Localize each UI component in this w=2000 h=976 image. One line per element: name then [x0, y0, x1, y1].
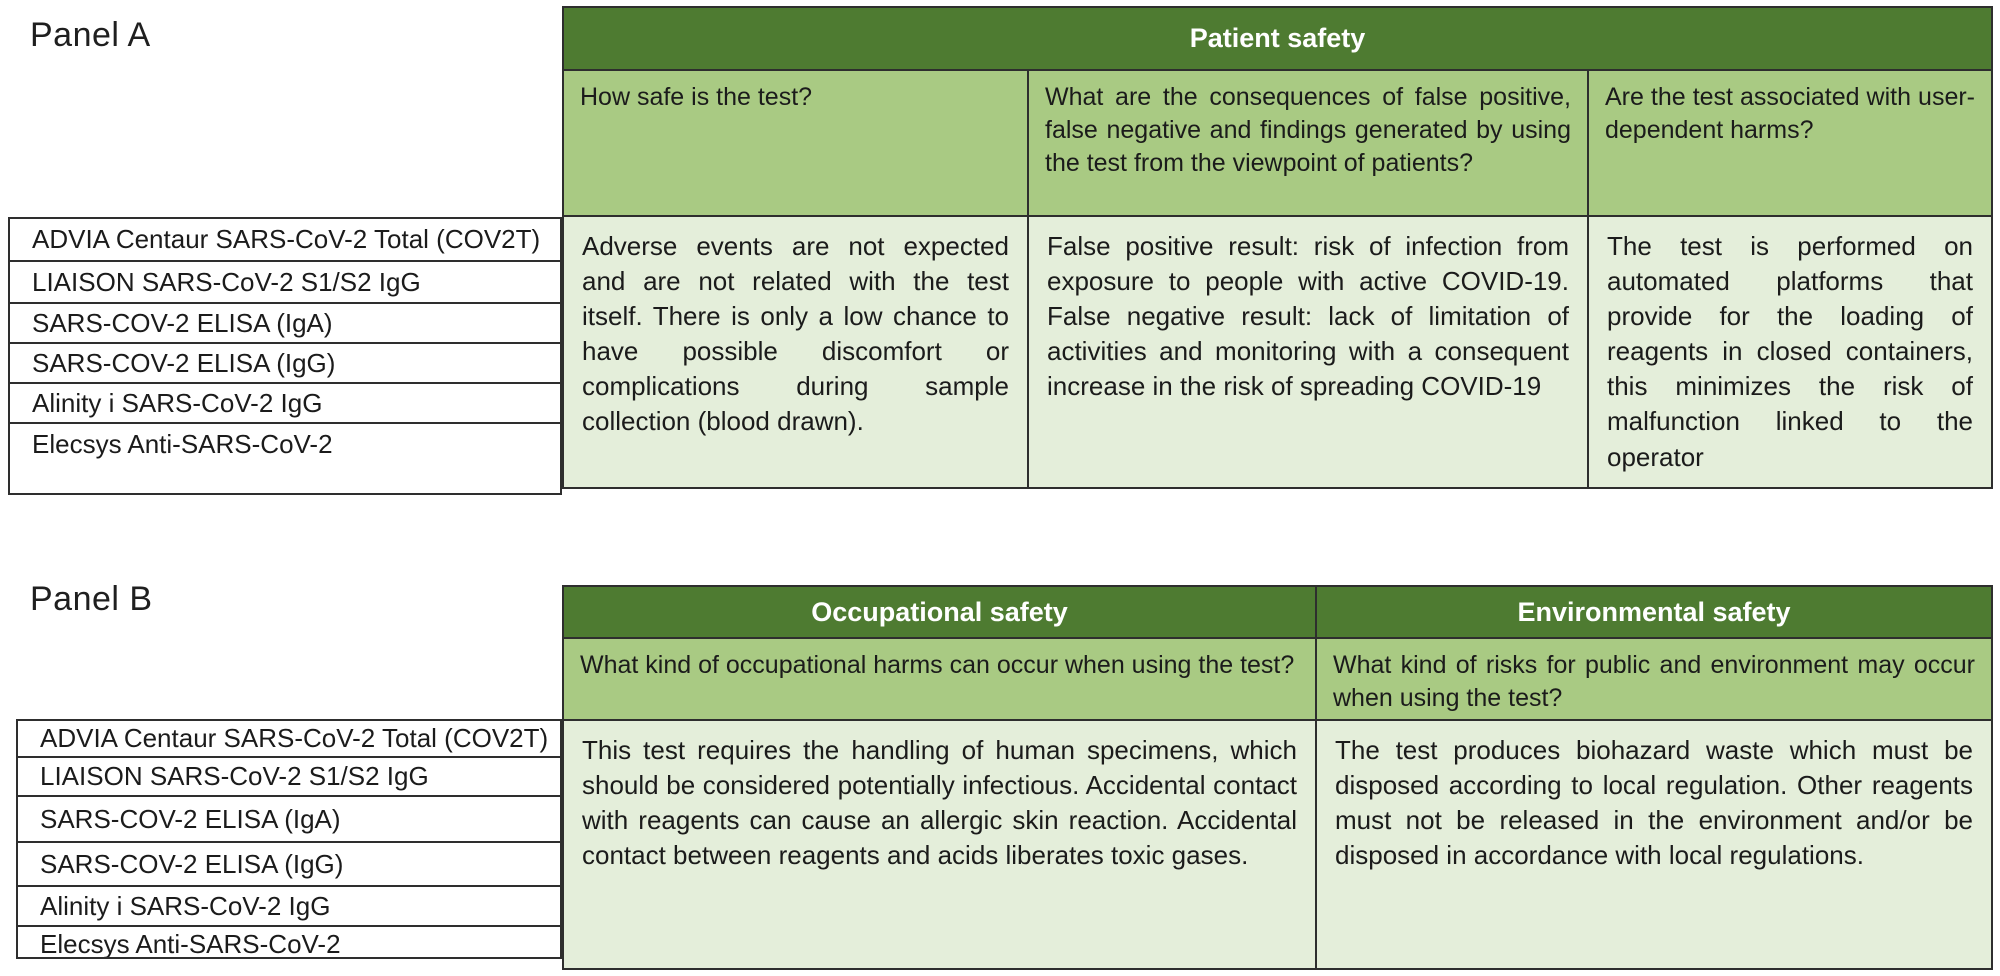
test-row-liaison: LIAISON SARS-CoV-2 S1/S2 IgG [18, 758, 560, 797]
panel-b-label: Panel B [30, 580, 153, 618]
panel-b-header-environmental-safety: Environmental safety [1315, 587, 1991, 637]
panel-a-header-patient-safety: Patient safety [1189, 23, 1366, 53]
panel-b-safety-table [562, 585, 1993, 970]
panel-a-label: Panel A [30, 16, 151, 54]
panel-b-question-occupational-harms: What kind of occupational harms can occur when using the test? [580, 651, 1295, 679]
test-row-advia-centaur: ADVIA Centaur SARS-CoV-2 Total (COV2T) [10, 219, 560, 262]
panel-a-question-row [564, 69, 1991, 215]
test-row-elisa-iga: SARS-COV-2 ELISA (IgA) [10, 304, 560, 344]
test-row-elecsys: Elecsys Anti-SARS-CoV-2 [32, 429, 333, 459]
panel-a-question-false-results: What are the consequences of false positive, false negative and findings generated by using the test from the viewpoint of patients? [1027, 71, 1587, 215]
test-row-advia-centaur: ADVIA Centaur SARS-CoV-2 Total (COV2T) [18, 721, 560, 758]
panel-b-question-public-environment-risks: What kind of risks for public and environment may occur when using the test? [1315, 639, 1991, 719]
test-row-alinity: Alinity i SARS-CoV-2 IgG [10, 384, 560, 424]
panel-b-answer-row [564, 719, 1991, 968]
test-row-liaison: LIAISON SARS-CoV-2 S1/S2 IgG [10, 262, 560, 304]
test-row-elisa-iga: SARS-COV-2 ELISA (IgA) [18, 797, 560, 843]
panel-b-test-list [16, 719, 562, 959]
panel-b-header-row [564, 587, 1991, 637]
panel-b-header-occupational-safety: Occupational safety [811, 596, 1068, 627]
panel-a-question-user-dependent-harms: Are the test associated with user-dependent harms? [1587, 71, 1991, 215]
panel-a-safety-table [562, 6, 1993, 489]
panel-a-answer-row [564, 215, 1991, 487]
test-row-elisa-igg: SARS-COV-2 ELISA (IgG) [10, 344, 560, 384]
test-row-elecsys: Elecsys Anti-SARS-CoV-2 [40, 929, 341, 957]
test-row-elisa-igg: SARS-COV-2 ELISA (IgG) [18, 843, 560, 887]
panel-a-answer-false-results: False positive result: risk of infection from exposure to people with active COVID-19. False negative result: lack of limitation of activities and monitoring with a consequent increase in the risk of spreading COVID-19 [1027, 217, 1587, 487]
panel-a-answer-adverse-events: Adverse events are not expected and are not related with the test itself. There is only a low chance to have possible discomfort or complications during sample collection (blood drawn). [582, 231, 1009, 437]
panel-b-answer-handling-specimens: This test requires the handling of human specimens, which should be considered potentially infectious. Accidental contact with reagents can cause an allergic skin reaction. Accidental contact between reagents and acids liberates toxic gases. [582, 735, 1297, 871]
panel-a-test-list [8, 217, 562, 495]
test-row-alinity: Alinity i SARS-CoV-2 IgG [18, 887, 560, 927]
panel-b-answer-biohazard-waste: The test produces biohazard waste which must be disposed according to local regulation. Other reagents must not be released in the environment and/or be disposed in accordance with local regulations. [1315, 721, 1991, 968]
panel-a-answer-automated-platforms: The test is performed on automated platforms that provide for the loading of reagents in closed containers, this minimizes the risk of malfunction linked to the operator [1587, 217, 1991, 487]
panel-b-question-row [564, 637, 1991, 719]
panel-a-header-row [564, 8, 1991, 69]
panel-a-question-how-safe: How safe is the test? [580, 83, 813, 111]
